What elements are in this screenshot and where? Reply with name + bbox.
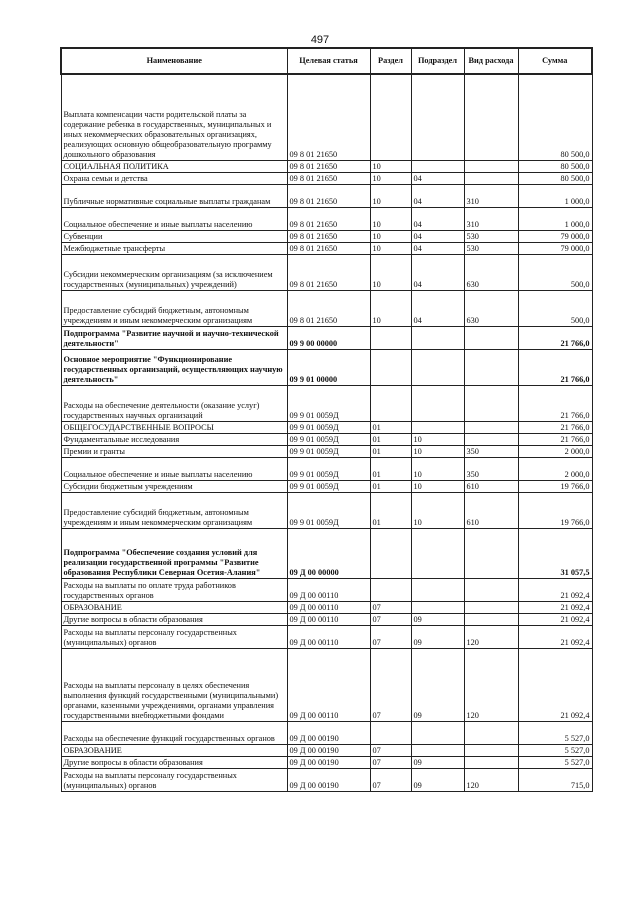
cell-expense-type — [464, 172, 518, 184]
cell-sum: 79 000,0 — [518, 242, 592, 254]
cell-target-article: 09 8 01 21650 — [287, 290, 370, 326]
cell-target-article: 09 8 01 21650 — [287, 184, 370, 207]
cell-target-article: 09 8 01 21650 — [287, 74, 370, 160]
table-row — [61, 349, 592, 385]
cell-subsection: 04 — [411, 254, 464, 290]
cell-sum: 21 092,4 — [518, 613, 592, 625]
cell-target-article: 09 Д 00 00110 — [287, 601, 370, 613]
cell-target-article: 09 9 01 0059Д — [287, 480, 370, 492]
table-row — [61, 601, 592, 613]
cell-expense-type: 610 — [464, 480, 518, 492]
cell-section: 01 — [370, 480, 411, 492]
cell-expense-type — [464, 433, 518, 445]
cell-section: 07 — [370, 648, 411, 721]
cell-name: Субвенции — [61, 230, 287, 242]
cell-name: ОБРАЗОВАНИЕ — [61, 744, 287, 756]
cell-subsection: 04 — [411, 184, 464, 207]
cell-name: ОБРАЗОВАНИЕ — [61, 601, 287, 613]
cell-section: 01 — [370, 421, 411, 433]
column-header-section: Раздел — [370, 48, 411, 74]
cell-sum: 19 766,0 — [518, 480, 592, 492]
cell-expense-type: 120 — [464, 625, 518, 648]
cell-subsection: 09 — [411, 625, 464, 648]
table-row — [61, 492, 592, 528]
cell-expense-type — [464, 349, 518, 385]
cell-target-article: 09 8 01 21650 — [287, 207, 370, 230]
cell-target-article: 09 8 01 21650 — [287, 254, 370, 290]
cell-expense-type — [464, 528, 518, 578]
cell-subsection: 09 — [411, 613, 464, 625]
cell-sum: 21 092,4 — [518, 648, 592, 721]
cell-subsection — [411, 601, 464, 613]
cell-sum: 5 527,0 — [518, 721, 592, 744]
cell-expense-type — [464, 74, 518, 160]
cell-subsection: 09 — [411, 756, 464, 768]
table-body — [61, 74, 592, 791]
cell-name: Фундаментальные исследования — [61, 433, 287, 445]
cell-name: Выплата компенсации части родительской платы за содержание ребенка в государственных, муниципальных и иных некоммерческих образовательных организациях, реализующих основную общеобразовательную программу дошкольного образования — [61, 74, 287, 160]
table-row — [61, 768, 592, 791]
cell-subsection — [411, 74, 464, 160]
table-row — [61, 242, 592, 254]
table-row — [61, 457, 592, 480]
cell-expense-type — [464, 744, 518, 756]
cell-subsection: 04 — [411, 230, 464, 242]
cell-section: 10 — [370, 160, 411, 172]
cell-section: 10 — [370, 207, 411, 230]
table-row — [61, 744, 592, 756]
cell-name: Расходы на выплаты по оплате труда работников государственных органов — [61, 578, 287, 601]
cell-section — [370, 74, 411, 160]
table-row — [61, 207, 592, 230]
cell-subsection — [411, 421, 464, 433]
cell-target-article: 09 9 01 0059Д — [287, 492, 370, 528]
cell-sum: 80 500,0 — [518, 160, 592, 172]
table-row — [61, 290, 592, 326]
cell-section: 07 — [370, 613, 411, 625]
cell-target-article: 09 Д 00 00000 — [287, 528, 370, 578]
cell-section: 07 — [370, 601, 411, 613]
cell-section: 01 — [370, 457, 411, 480]
cell-expense-type — [464, 421, 518, 433]
page-number: 497 — [310, 34, 330, 46]
cell-section — [370, 578, 411, 601]
table-row — [61, 445, 592, 457]
cell-expense-type: 530 — [464, 242, 518, 254]
cell-name: Расходы на обеспечение деятельности (оказание услуг) государственных научных организаций — [61, 385, 287, 421]
column-header-target-article: Целевая статья — [287, 48, 370, 74]
cell-section: 07 — [370, 744, 411, 756]
cell-section: 01 — [370, 492, 411, 528]
cell-target-article: 09 9 01 0059Д — [287, 445, 370, 457]
cell-target-article: 09 8 01 21650 — [287, 160, 370, 172]
cell-subsection — [411, 721, 464, 744]
cell-expense-type: 630 — [464, 290, 518, 326]
cell-name: ОБЩЕГОСУДАРСТВЕННЫЕ ВОПРОСЫ — [61, 421, 287, 433]
budget-table — [60, 47, 593, 792]
cell-name: Расходы на выплаты персоналу государственных (муниципальных) органов — [61, 625, 287, 648]
column-header-sum: Сумма — [518, 48, 592, 74]
cell-target-article: 09 8 01 21650 — [287, 242, 370, 254]
cell-sum: 80 500,0 — [518, 172, 592, 184]
cell-expense-type: 610 — [464, 492, 518, 528]
cell-sum: 715,0 — [518, 768, 592, 791]
cell-expense-type: 310 — [464, 207, 518, 230]
cell-expense-type — [464, 326, 518, 349]
cell-name: СОЦИАЛЬНАЯ ПОЛИТИКА — [61, 160, 287, 172]
cell-section — [370, 721, 411, 744]
cell-sum: 5 527,0 — [518, 744, 592, 756]
cell-subsection — [411, 528, 464, 578]
table-row — [61, 433, 592, 445]
cell-target-article: 09 8 01 21650 — [287, 172, 370, 184]
cell-expense-type — [464, 601, 518, 613]
cell-subsection — [411, 326, 464, 349]
cell-sum: 19 766,0 — [518, 492, 592, 528]
cell-target-article: 09 Д 00 00110 — [287, 648, 370, 721]
cell-subsection: 04 — [411, 290, 464, 326]
cell-section: 10 — [370, 242, 411, 254]
table-row — [61, 528, 592, 578]
table-header-row — [61, 48, 592, 74]
cell-target-article: 09 Д 00 00110 — [287, 578, 370, 601]
cell-target-article: 09 9 01 0059Д — [287, 457, 370, 480]
column-header-expense-type: Вид расхода — [464, 48, 518, 74]
cell-sum: 21 092,4 — [518, 625, 592, 648]
cell-target-article: 09 9 01 0059Д — [287, 421, 370, 433]
cell-target-article: 09 Д 00 00110 — [287, 625, 370, 648]
cell-subsection — [411, 160, 464, 172]
cell-target-article: 09 Д 00 00190 — [287, 721, 370, 744]
cell-expense-type — [464, 578, 518, 601]
table-row — [61, 172, 592, 184]
cell-expense-type: 350 — [464, 445, 518, 457]
table-row — [61, 578, 592, 601]
cell-sum: 21 766,0 — [518, 421, 592, 433]
cell-section: 10 — [370, 172, 411, 184]
cell-name: Предоставление субсидий бюджетным, автономным учреждениям и иным некоммерческим организациям — [61, 290, 287, 326]
cell-subsection: 09 — [411, 648, 464, 721]
cell-subsection — [411, 578, 464, 601]
cell-subsection: 09 — [411, 768, 464, 791]
cell-name: Расходы на выплаты персоналу государственных (муниципальных) органов — [61, 768, 287, 791]
cell-sum: 80 500,0 — [518, 74, 592, 160]
cell-target-article: 09 9 01 0059Д — [287, 385, 370, 421]
cell-subsection: 10 — [411, 480, 464, 492]
table-row — [61, 625, 592, 648]
cell-target-article: 09 9 01 00000 — [287, 349, 370, 385]
cell-expense-type: 530 — [464, 230, 518, 242]
cell-expense-type: 310 — [464, 184, 518, 207]
cell-section: 10 — [370, 290, 411, 326]
cell-name: Основное мероприятие "Функционирование государственных организаций, осуществляющих научную деятельность" — [61, 349, 287, 385]
cell-name: Субсидии бюджетным учреждениям — [61, 480, 287, 492]
cell-subsection: 10 — [411, 445, 464, 457]
cell-expense-type — [464, 756, 518, 768]
table-row — [61, 326, 592, 349]
cell-sum: 5 527,0 — [518, 756, 592, 768]
cell-name: Социальное обеспечение и иные выплаты населению — [61, 457, 287, 480]
column-header-name: Наименование — [61, 48, 287, 74]
cell-subsection — [411, 385, 464, 421]
cell-sum: 21 766,0 — [518, 433, 592, 445]
table-row — [61, 756, 592, 768]
cell-sum: 21 766,0 — [518, 349, 592, 385]
cell-sum: 31 057,5 — [518, 528, 592, 578]
table-row — [61, 160, 592, 172]
cell-subsection: 10 — [411, 492, 464, 528]
cell-name: Другие вопросы в области образования — [61, 613, 287, 625]
cell-section: 07 — [370, 756, 411, 768]
cell-section: 10 — [370, 254, 411, 290]
cell-sum: 1 000,0 — [518, 207, 592, 230]
table-row — [61, 480, 592, 492]
table-row — [61, 721, 592, 744]
cell-section — [370, 349, 411, 385]
cell-expense-type — [464, 613, 518, 625]
cell-sum: 21 092,4 — [518, 578, 592, 601]
table-row — [61, 74, 592, 160]
cell-sum: 500,0 — [518, 290, 592, 326]
cell-name: Расходы на обеспечение функций государственных органов — [61, 721, 287, 744]
cell-name: Межбюджетные трансферты — [61, 242, 287, 254]
cell-subsection — [411, 349, 464, 385]
cell-name: Охрана семьи и детства — [61, 172, 287, 184]
cell-section: 10 — [370, 184, 411, 207]
cell-target-article: 09 9 01 0059Д — [287, 433, 370, 445]
cell-sum: 21 766,0 — [518, 326, 592, 349]
table-row — [61, 184, 592, 207]
cell-target-article: 09 8 01 21650 — [287, 230, 370, 242]
cell-subsection — [411, 744, 464, 756]
cell-target-article: 09 9 00 00000 — [287, 326, 370, 349]
column-header-subsection: Подраздел — [411, 48, 464, 74]
cell-name: Подпрограмма "Развитие научной и научно-технической деятельности" — [61, 326, 287, 349]
cell-name: Другие вопросы в области образования — [61, 756, 287, 768]
cell-sum: 2 000,0 — [518, 445, 592, 457]
cell-name: Премии и гранты — [61, 445, 287, 457]
cell-name: Социальное обеспечение и иные выплаты населению — [61, 207, 287, 230]
cell-sum: 21 092,4 — [518, 601, 592, 613]
cell-target-article: 09 Д 00 00190 — [287, 768, 370, 791]
table-row — [61, 254, 592, 290]
cell-section: 07 — [370, 625, 411, 648]
cell-name: Субсидии некоммерческим организациям (за исключением государственных (муниципальных) учреждений) — [61, 254, 287, 290]
cell-sum: 2 000,0 — [518, 457, 592, 480]
cell-section — [370, 385, 411, 421]
cell-target-article: 09 Д 00 00190 — [287, 756, 370, 768]
cell-subsection: 04 — [411, 207, 464, 230]
cell-target-article: 09 Д 00 00190 — [287, 744, 370, 756]
cell-section: 01 — [370, 445, 411, 457]
cell-subsection: 10 — [411, 457, 464, 480]
cell-section — [370, 528, 411, 578]
cell-section: 10 — [370, 230, 411, 242]
cell-expense-type: 630 — [464, 254, 518, 290]
cell-name: Расходы на выплаты персоналу в целях обеспечения выполнения функций государственными (муниципальными) органами, казенными учреждениями, органами управления государственными внебюджетными фондами — [61, 648, 287, 721]
cell-subsection: 10 — [411, 433, 464, 445]
cell-expense-type: 120 — [464, 768, 518, 791]
cell-sum: 21 766,0 — [518, 385, 592, 421]
cell-subsection: 04 — [411, 172, 464, 184]
cell-expense-type — [464, 160, 518, 172]
cell-expense-type — [464, 721, 518, 744]
cell-name: Публичные нормативные социальные выплаты гражданам — [61, 184, 287, 207]
cell-section — [370, 326, 411, 349]
cell-expense-type — [464, 385, 518, 421]
table-row — [61, 648, 592, 721]
table-row — [61, 385, 592, 421]
cell-target-article: 09 Д 00 00110 — [287, 613, 370, 625]
cell-sum: 79 000,0 — [518, 230, 592, 242]
cell-name: Подпрограмма "Обеспечение создания условий для реализации государственной программы "Развитие образования Республики Северная Осетия-Алания" — [61, 528, 287, 578]
cell-subsection: 04 — [411, 242, 464, 254]
cell-name: Предоставление субсидий бюджетным, автономным учреждениям и иным некоммерческим организациям — [61, 492, 287, 528]
cell-sum: 1 000,0 — [518, 184, 592, 207]
cell-expense-type: 120 — [464, 648, 518, 721]
table-row — [61, 230, 592, 242]
cell-section: 07 — [370, 768, 411, 791]
table-row — [61, 613, 592, 625]
cell-section: 01 — [370, 433, 411, 445]
cell-sum: 500,0 — [518, 254, 592, 290]
table-row — [61, 421, 592, 433]
cell-expense-type: 350 — [464, 457, 518, 480]
